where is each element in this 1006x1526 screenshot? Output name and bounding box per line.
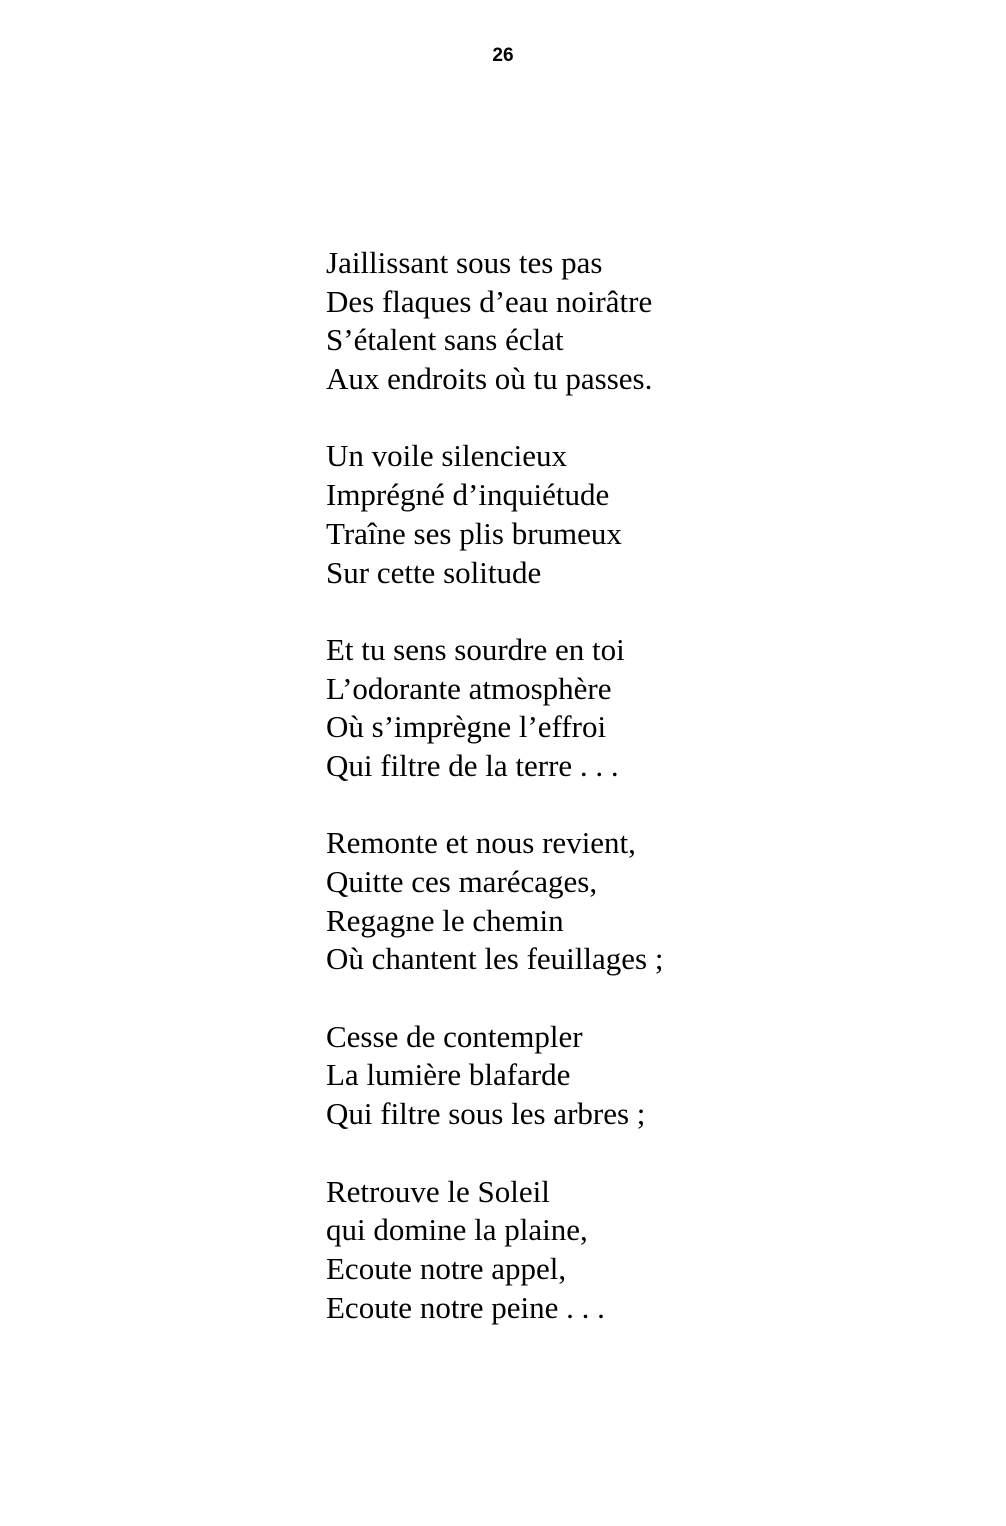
verse: La lumière blafarde: [326, 1057, 571, 1093]
verse: Quitte ces marécages,: [326, 864, 598, 899]
verse: Remonte et nous revient,: [326, 825, 636, 861]
verse: Traîne ses plis brumeux: [326, 515, 622, 551]
verse: S’étalent sans éclat: [326, 322, 564, 358]
verse: Qui filtre de la terre . . .: [326, 747, 619, 783]
page-number: 26: [492, 45, 514, 66]
stanza-1: [326, 244, 886, 399]
verse: Où s’imprègne l’effroi: [326, 709, 607, 745]
verse: Ecoute notre appel,: [326, 1250, 567, 1286]
verse: Et tu sens sourdre en toi: [326, 631, 625, 667]
stanza-5: [326, 1018, 886, 1134]
verse: L’odorante atmosphère: [326, 670, 612, 706]
verse: Retrouve le Soleil: [326, 1173, 550, 1209]
verse: Ecoute notre peine . . .: [326, 1289, 605, 1325]
verse: Cesse de contempler: [326, 1018, 583, 1054]
verse: qui domine la plaine,: [326, 1212, 588, 1248]
stanza-6: [326, 1173, 886, 1328]
verse: Imprégné d’inquiétude: [326, 477, 610, 513]
stanza-4: [326, 824, 886, 979]
verse: Aux endroits où tu passes.: [326, 361, 653, 397]
verse: Sur cette solitude: [326, 554, 542, 590]
verse: Jaillissant sous tes pas: [326, 245, 603, 280]
stanza-3: [326, 631, 886, 786]
verse: Un voile silencieux: [326, 438, 568, 474]
stanza-2: [326, 437, 886, 592]
verse: Où chantent les feuillages ;: [326, 941, 664, 977]
poem: [326, 244, 886, 1327]
verse: Regagne le chemin: [326, 902, 564, 938]
verse: Qui filtre sous les arbres ;: [326, 1096, 646, 1132]
verse: Des flaques d’eau noirâtre: [326, 283, 653, 319]
